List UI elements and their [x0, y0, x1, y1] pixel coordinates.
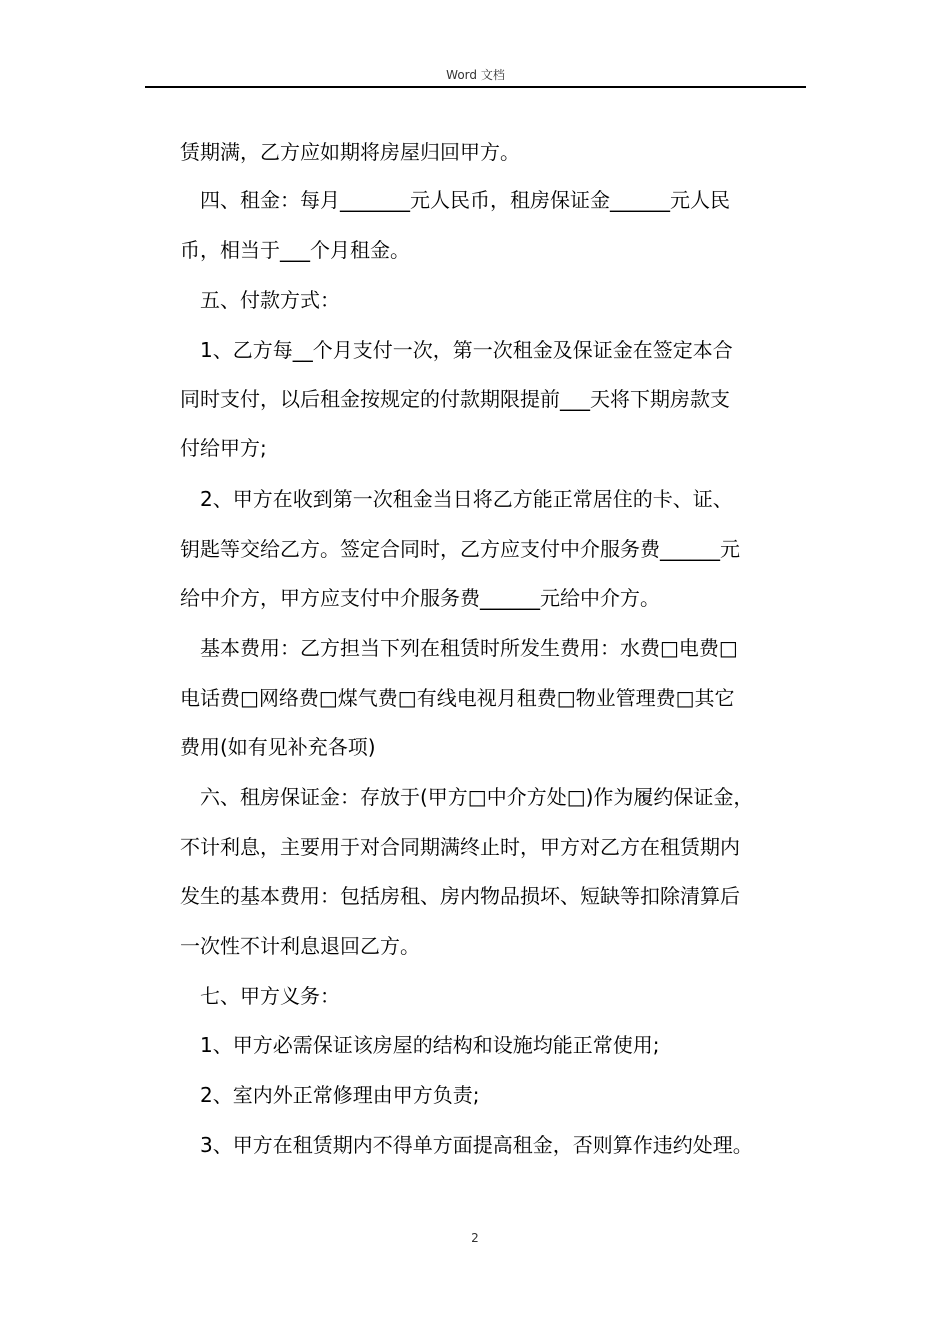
text-line: 1、甲方必需保证该房屋的结构和设施均能正常使用; [200, 1033, 660, 1057]
page-header [145, 64, 806, 88]
text-line: 四、租金：每月_______元人民币，租房保证金______元人民 [200, 188, 730, 212]
text-line: 六、租房保证金：存放于(甲方□中介方处□)作为履约保证金， [200, 785, 754, 809]
text-line: 1、乙方每__个月支付一次，第一次租金及保证金在签定本合 [200, 338, 733, 362]
text-line: 基本费用：乙方担当下列在租赁时所发生费用：水费□电费□ [200, 636, 738, 660]
text-line: 费用(如有见补充各项) [180, 735, 376, 759]
text-line: 给中介方，甲方应支付中介服务费______元给中介方。 [180, 586, 660, 610]
text-line: 电话费□网络费□煤气费□有线电视月租费□物业管理费□其它 [180, 686, 735, 710]
page-footer [0, 1230, 950, 1246]
text-line: 赁期满，乙方应如期将房屋归回甲方。 [180, 140, 520, 164]
text-line: 七、甲方义务： [200, 984, 340, 1008]
text-line: 币，相当于___个月租金。 [180, 238, 410, 262]
text-line: 付给甲方; [180, 436, 267, 460]
header-title: Word 文档 [446, 68, 505, 82]
text-line: 一次性不计利息退回乙方。 [180, 934, 420, 958]
text-line: 五、付款方式： [200, 288, 340, 312]
text-line: 同时支付，以后租金按规定的付款期限提前___天将下期房款支 [180, 387, 730, 411]
text-line: 不计利息，主要用于对合同期满终止时，甲方对乙方在租赁期内 [180, 835, 740, 859]
text-line: 2、室内外正常修理由甲方负责; [200, 1083, 480, 1107]
text-line: 钥匙等交给乙方。签定合同时，乙方应支付中介服务费______元 [180, 537, 740, 561]
page-number: 2 [471, 1231, 479, 1245]
text-line: 发生的基本费用：包括房租、房内物品损坏、短缺等扣除清算后 [180, 884, 740, 908]
text-line: 2、甲方在收到第一次租金当日将乙方能正常居住的卡、证、 [200, 487, 733, 511]
text-line: 3、甲方在租赁期内不得单方面提高租金，否则算作违约处理。 [200, 1133, 753, 1157]
